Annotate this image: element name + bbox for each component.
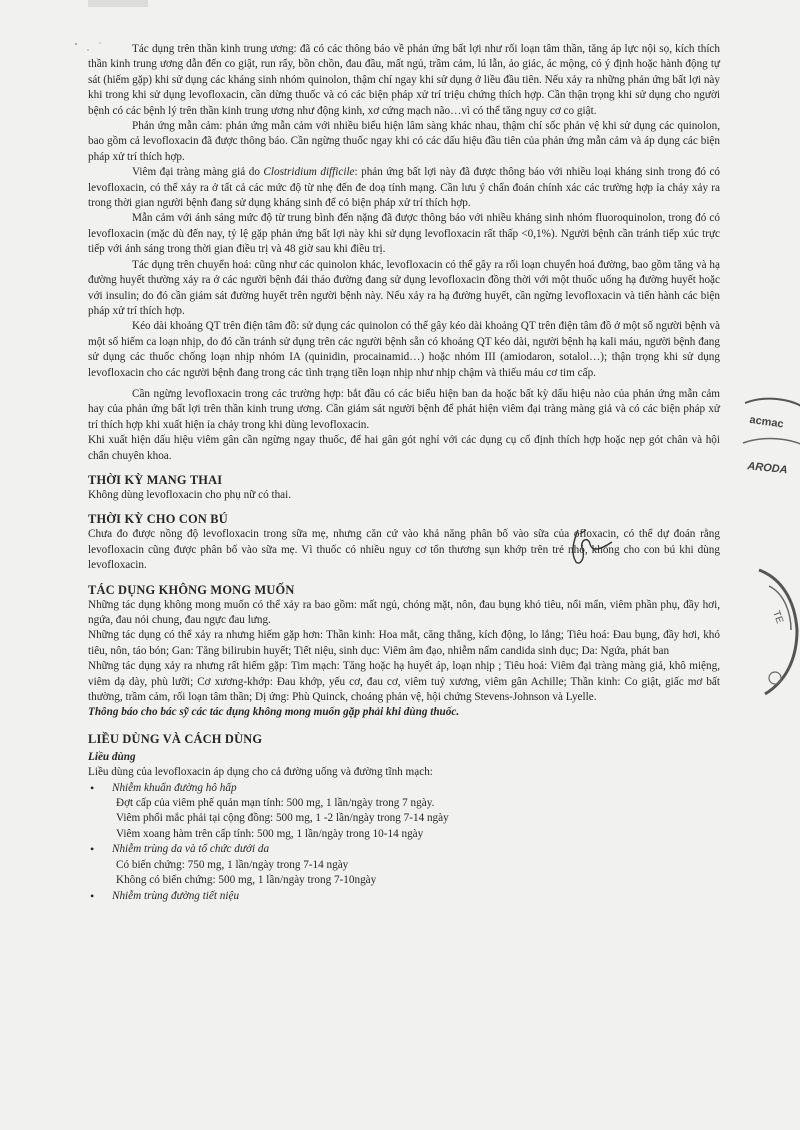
dosage-group-title: • Nhiễm khuẩn đường hô hấp xyxy=(112,781,237,794)
stamp-fragment xyxy=(745,560,800,700)
pregnancy-text: Không dùng levofloxacin cho phụ nữ có thai. xyxy=(88,488,292,501)
dosage-line: Viêm phổi mắc phải tại cộng đồng: 500 mg, 1 -2 lần/ngày trong 7-14 ngày xyxy=(116,812,449,825)
scan-edge-mark xyxy=(88,0,148,7)
dosage-group-urinary xyxy=(88,889,720,904)
photosensitivity-warning: Mẫn cảm với ánh sáng mức độ từ trung bình đến nặng đã được thông báo với nhiều kháng sinh nhóm fluoroquinolon, trong đó có levofloxacin (mặc dù đến nay, tỷ lệ gặp phản ứng bất lợi này khi sử dụng levofloxacin rất thấp <0,1%). Người bệnh cần tránh tiếp xúc trực tiếp với ánh sáng trong thời gian điều trị và 48 giờ sau khi điều trị. xyxy=(88,212,720,256)
signature-mark xyxy=(560,522,620,572)
dosage-subheading: Liều dùng xyxy=(88,750,136,763)
tendon-warning: Khi xuất hiện dấu hiệu viêm gân cần ngừng ngay thuốc, để hai gân gót nghỉ với các dụng cụ cố định thích hợp hoặc nẹp gót chân và hội chẩn chuyên khoa. xyxy=(88,434,720,462)
dosage-intro: Liều dùng của levofloxacin áp dụng cho cả đường uống và đường tĩnh mạch: xyxy=(88,766,433,779)
dosage-list xyxy=(88,781,720,904)
metabolic-warning: Tác dụng trên chuyển hoá: cũng như các quinolon khác, levofloxacin có thể gây ra rối loạn chuyển hoá đường, bao gồm tăng và hạ đường huyết thường xảy ra ở các người bệnh đái tháo đường đang sử dụng levofloxacin đồng thời với một thuốc uống hạ đường huyết hoặc với insulin; do đó cần giám sát đường huyết trên người bệnh này. Nếu xảy ra hạ đường huyết, cần ngừng levofloxacin và tiến hành các biện pháp xử trí thích hợp. xyxy=(88,258,720,317)
cns-warning: Tác dụng trên thần kinh trung ương: đã có các thông báo về phản ứng bất lợi như rối loạn tâm thần, tăng áp lực nội sọ, kích thích thần kinh trung ương dẫn đến co giật, run rẩy, bồn chồn, đau đầu, mất ngủ, trầm cảm, lú lẫn, ảo giác, ác mộng, có ý định hoặc hành động tự sát (hiếm gặp) khi sử dụng các kháng sinh nhóm quinolon, thậm chí ngay khi sử dụng ở liều đầu tiên. Nếu xảy ra những phản ứng bất lợi này khi trong khi sử dụng levofloxacin, cần dừng thuốc và có các biện pháp xử trí triệu chứng thích hợp. Cần thận trọng khi sử dụng cho người bệnh có các bệnh lý trên thần kinh trung ương như động kinh, xơ cứng mạch não…vì có thể tăng nguy cơ co giật. xyxy=(88,43,720,117)
adverse-common: Những tác dụng không mong muốn có thể xảy ra bao gồm: mất ngủ, chóng mặt, nôn, đau bụng khó tiêu, nổi mẩn, viêm phần phụ, đầy hơi, ngứa, đau nói chung, đau ngực đau lưng. xyxy=(88,598,720,626)
lactation-heading: THỜI KỲ CHO CON BÚ xyxy=(88,512,228,527)
adverse-rare: Những tác dụng xảy ra nhưng rất hiếm gặp: Tim mạch: Tăng hoặc hạ huyết áp, loạn nhịp ; Tiêu hoá: Viêm đại tràng màng giả, khô miệng, viêm dạ dày, phù lưỡi; Cơ xương-khớp: Đau khớp, yếu cơ, đau cơ, viêm tuỷ xương, viêm gân Achille; Thần kinh: Co giật, giấc mơ bất thường, trầm cảm, rối loạn tâm thần; Dị ứng: Phù Quinck, choáng phản vệ, hội chứng Stevens-Johnson và Lyelle. xyxy=(88,660,720,704)
stamp-line2: ARODA xyxy=(746,460,789,477)
bacteria-name: Clostridium difficile xyxy=(263,166,355,179)
lactation-text: Chưa đo được nồng độ levofloxacin trong sữa mẹ, nhưng căn cứ vào khả năng phân bố vào sữa của ofloxacin, có thể dự đoán rằng levofloxacin cũng được phân bố vào sữa mẹ. Vì thuốc có nhiều nguy cơ tổn thương sụn khớp trên trẻ nhỏ, không cho con bú khi dùng levofloxacin. xyxy=(88,528,720,572)
qt-warning: Kéo dài khoảng QT trên điện tâm đồ: sử dụng các quinolon có thể gây kéo dài khoảng QT trên điện tâm đồ ở một số người bệnh và một số hiếm ca loạn nhịp, do đó cần tránh sử dụng trên các người bệnh sẵn có khoảng QT kéo dài, người bệnh hạ kali máu, người bệnh đang sử dụng các thuốc chống loạn nhịp nhóm IA (quinidin, procainamid…) hoặc nhóm III (amiodaron, sotalol…); thận trọng khi sử dụng levofloxacin cho các người bệnh đang trong các tình trạng tiền loạn nhịp như nhịp chậm và thiếu máu cơ tim cấp. xyxy=(88,320,720,379)
allergy-warning: Phản ứng mẫn cảm: phản ứng mẫn cảm với nhiều biểu hiện lâm sàng khác nhau, thậm chí sốc phản vệ khi sử dụng các quinolon, bao gồm cả levofloxacin đã được thông báo. Cần ngừng thuốc ngay khi có các dấu hiệu đầu tiên của phản ứng mẫn cảm và áp dụng các biện pháp xử trí thích hợp. xyxy=(88,120,720,163)
leaflet-page xyxy=(88,42,720,904)
dosage-line: Có biến chứng: 750 mg, 1 lần/ngày trong 7-14 ngày xyxy=(116,858,349,871)
dosage-heading: LIỀU DÙNG VÀ CÁCH DÙNG xyxy=(88,731,263,746)
stamp-fragment-text: TE xyxy=(770,609,785,626)
dosage-line: Viêm xoang hàm trên cấp tính: 500 mg, 1 lần/ngày trong 10-14 ngày xyxy=(116,827,424,840)
dosage-group-title: • Nhiễm trùng da và tổ chức dưới da xyxy=(112,843,270,856)
dosage-group-title: • Nhiễm trùng đường tiết niệu xyxy=(112,889,240,902)
adverse-notice: Thông báo cho bác sỹ các tác dụng không mong muốn gặp phải khi dùng thuốc. xyxy=(88,706,460,719)
dosage-group-respiratory xyxy=(88,781,720,843)
dosage-line: Đợt cấp của viêm phế quản mạn tính: 500 mg, 1 lần/ngày trong 7 ngày. xyxy=(116,797,435,810)
stop-conditions: Cần ngừng levofloxacin trong các trường hợp: bắt đầu có các biểu hiện ban da hoặc bất kỳ dấu hiệu nào của phản ứng mẫn cảm hay của phản ứng bất lợi trên thần kinh trung ương. Cần giám sát người bệnh để phát hiện viêm đại tràng màng giả và có các biện pháp xử trí thích hợp khi xuất hiện ỉa chảy trong khi dùng levofloxacin. xyxy=(88,387,720,431)
adverse-uncommon: Những tác dụng có thể xảy ra nhưng hiếm gặp hơn: Thần kinh: Hoa mắt, căng thẳng, kích động, lo lắng; Tiêu hoá: Đau bụng, đầy hơi, khó tiêu, nôn, táo bón; Gan: Tăng bilirubin huyết; Tiết niệu, sinh dục: Viêm âm đạo, nhiễm nấm candida sinh dục; Da: Ngứa, phát ban xyxy=(88,629,720,657)
stamp-line1: acmac xyxy=(748,413,785,431)
company-stamp xyxy=(735,395,800,495)
colitis-warning: Viêm đại tràng màng giả do Clostridium difficile: phản ứng bất lợi này đã được thông báo với nhiều loại kháng sinh trong đó có levofloxacin, có thể xảy ra ở tất cả các mức độ từ nhẹ đến đe doạ tính mạng. Cần lưu ý chẩn đoán chính xác các trường hợp ỉa chảy xảy ra trong thời gian người bệnh đang sử dụng kháng sinh để có biện pháp xử trí thích hợp. xyxy=(88,166,721,210)
dosage-line: Không có biến chứng: 500 mg, 1 lần/ngày trong 7-10ngày xyxy=(116,874,377,887)
dosage-group-skin xyxy=(88,842,720,888)
pregnancy-heading: THỜI KỲ MANG THAI xyxy=(88,472,223,487)
adverse-heading: TÁC DỤNG KHÔNG MONG MUỐN xyxy=(88,582,295,597)
